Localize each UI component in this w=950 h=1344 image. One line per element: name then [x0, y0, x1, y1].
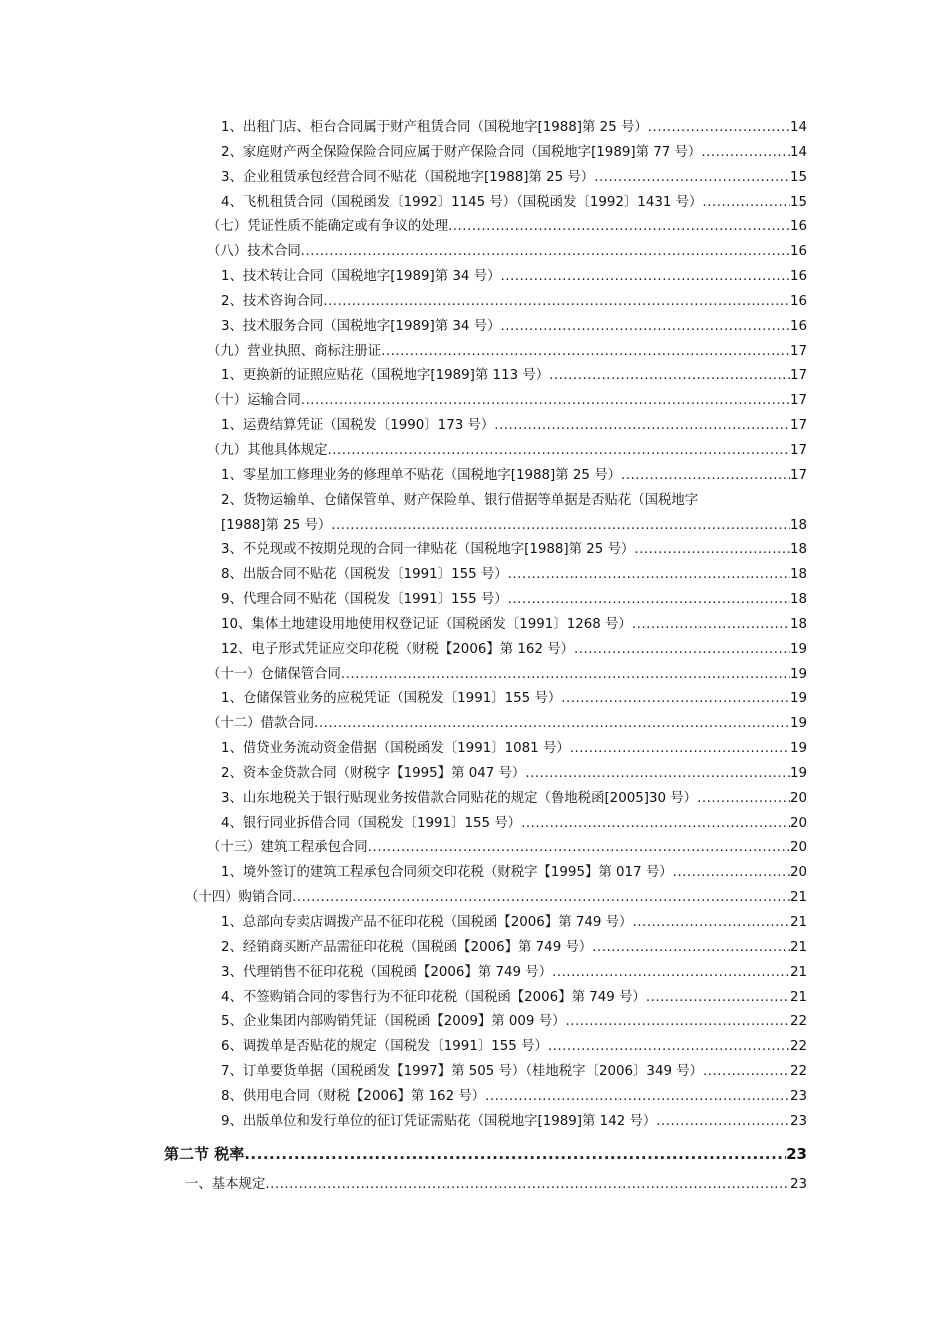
toc-entry-title: 5、企业集团内部购销凭证（国税函【2009】第 009 号）: [221, 1014, 566, 1030]
dot-leader: [331, 514, 790, 539]
toc-entry[interactable]: [0, 961, 950, 986]
toc-page-number: 22: [789, 1014, 807, 1030]
dot-leader: [697, 787, 790, 812]
dot-leader: [552, 961, 790, 986]
dot-leader: [494, 414, 790, 439]
toc-page-number: 23: [789, 1113, 807, 1129]
toc-entry[interactable]: [0, 340, 950, 365]
toc-entry-title: 3、不兑现或不按期兑现的合同一律贴花（国税地字[1988]第 25 号）: [221, 542, 635, 558]
toc-entry-title: （十二）借款合同: [207, 716, 315, 732]
toc-page-number: 17: [789, 343, 807, 359]
dot-leader: [368, 836, 790, 861]
toc-page-number: 21: [789, 989, 807, 1005]
dot-leader: [632, 911, 790, 936]
dot-leader: [594, 166, 790, 191]
toc-entry[interactable]: [0, 911, 950, 936]
dot-leader: [632, 613, 790, 638]
toc-page-number: 18: [789, 567, 807, 583]
toc-page-number: 14: [789, 120, 807, 135]
dot-leader: [292, 886, 790, 911]
toc-entry-title: （九）营业执照、商标注册证: [207, 343, 382, 359]
toc-page-number: 21: [789, 964, 807, 980]
toc-entry[interactable]: [0, 364, 950, 389]
dot-leader: [500, 315, 789, 340]
toc-entry-title: 2、技术咨询合同: [221, 293, 324, 309]
dot-leader: [548, 1035, 790, 1060]
toc-entry[interactable]: [0, 1085, 950, 1110]
toc-page-number: 17: [789, 393, 807, 409]
toc-entry[interactable]: [0, 812, 950, 837]
toc-entry[interactable]: [0, 439, 950, 464]
toc-entry[interactable]: [0, 489, 950, 514]
toc-entry[interactable]: [0, 836, 950, 861]
dot-leader: [656, 1110, 790, 1135]
toc-page-number: 23: [789, 1088, 807, 1104]
toc-entry-title: 3、山东地税关于银行贴现业务按借款合同贴花的规定（鲁地税函[2005]30 号）: [221, 790, 698, 806]
dot-leader: [648, 116, 790, 141]
toc-entry-title: 3、代理销售不征印花税（国税函【2006】第 749 号）: [221, 964, 553, 980]
toc-entry-title: （七）凭证性质不能确定或有争议的处理: [207, 219, 449, 235]
toc-entry-title: 4、银行同业拆借合同（国税发〔1991〕155 号）: [221, 815, 522, 831]
toc-entry-title: 1、更换新的证照应贴花（国税地字[1989]第 113 号）: [221, 368, 550, 384]
dot-leader: [701, 141, 790, 166]
dot-leader: [301, 240, 790, 265]
toc-entry-title: 2、货物运输单、仓储保管单、财产保险单、银行借据等单据是否贴花（国税地字: [221, 492, 699, 508]
toc-page-number: 22: [789, 1039, 807, 1055]
toc-page-number: 19: [789, 716, 807, 732]
toc-entry[interactable]: [0, 638, 950, 663]
toc-page-number: 16: [789, 269, 807, 285]
toc-entry-title: 2、经销商买断产品需征印花税（国税函【2006】第 749 号）: [221, 939, 593, 955]
toc-entry-title: 3、技术服务合同（国税地字[1989]第 34 号）: [221, 318, 501, 334]
dot-leader: [673, 861, 790, 886]
toc-entry-title: 2、资本金贷款合同（财税字【1995】第 047 号）: [221, 765, 526, 781]
toc-entry[interactable]: [0, 538, 950, 563]
toc-entry[interactable]: [0, 986, 950, 1011]
toc-entry-title: 1、境外签订的建筑工程承包合同须交印花税（财税字【1995】第 017 号）: [221, 865, 673, 881]
dot-leader: [574, 638, 790, 663]
toc-entry[interactable]: [0, 886, 950, 911]
toc-entry-title: 1、出租门店、柜台合同属于财产租赁合同（国税地字[1988]第 25 号）: [221, 120, 648, 135]
toc-entry-title: 1、运费结算凭证（国税发〔1990〕173 号）: [221, 418, 495, 434]
toc-entry-title: 12、电子形式凭证应交印花税（财税【2006】第 162 号）: [221, 641, 574, 657]
toc-entry-title: （十）运输合同: [207, 393, 301, 409]
dot-leader: [521, 812, 790, 837]
toc-entry[interactable]: [0, 116, 950, 141]
dot-leader: [561, 687, 790, 712]
toc-entry[interactable]: [0, 687, 950, 712]
dot-leader: [549, 364, 790, 389]
toc-page-number: 17: [789, 418, 807, 434]
toc-page-number: 17: [789, 467, 807, 483]
toc-entry-title: 1、借贷业务流动资金借据（国税函发〔1991〕1081 号）: [221, 741, 570, 757]
toc-entry-title: （十三）建筑工程承包合同: [207, 840, 368, 856]
toc-page-number: 17: [789, 368, 807, 384]
toc-entry[interactable]: [0, 514, 950, 539]
dot-leader: [646, 986, 790, 1011]
toc-entry[interactable]: [0, 663, 950, 688]
toc-page-number: 20: [789, 815, 807, 831]
toc-entry[interactable]: [0, 1060, 950, 1085]
dot-leader: [508, 588, 790, 613]
toc-entry[interactable]: [0, 861, 950, 886]
toc-entry-title: 2、家庭财产两全保险保险合同应属于财产保险合同（国税地字[1989]第 77 号）: [221, 144, 702, 160]
toc-entry[interactable]: [0, 936, 950, 961]
toc-page-number: 15: [789, 169, 807, 185]
toc-page-number: 17: [789, 442, 807, 458]
dot-leader: [500, 265, 789, 290]
dot-leader: [301, 389, 790, 414]
toc-page-number: 16: [789, 219, 807, 235]
toc-entry[interactable]: [0, 414, 950, 439]
toc-entry-title: 8、出版合同不贴花（国税发〔1991〕155 号）: [221, 567, 508, 583]
toc-entry-title: 1、零星加工修理业务的修理单不贴花（国税地字[1988]第 25 号）: [221, 467, 621, 483]
toc-entry-title: （八）技术合同: [207, 244, 301, 260]
toc-page-number: 16: [789, 244, 807, 260]
toc-entry-title: 一、基本规定: [185, 1176, 266, 1192]
toc-page-number: 23: [789, 1176, 807, 1192]
toc-page-number: 20: [789, 790, 807, 806]
toc-entry-title: 9、出版单位和发行单位的征订凭证需贴花（国税地字[1989]第 142 号）: [221, 1113, 657, 1129]
dot-leader: [244, 1139, 786, 1169]
toc-entry[interactable]: [0, 191, 950, 216]
toc-entry[interactable]: [0, 215, 950, 240]
dot-leader: [525, 762, 790, 787]
toc-entry[interactable]: [0, 787, 950, 812]
toc-page-number: 18: [789, 616, 807, 632]
toc-page-number: 19: [789, 741, 807, 757]
toc-entry[interactable]: [0, 563, 950, 588]
dot-leader: [341, 663, 790, 688]
toc-page-number: 14: [789, 144, 807, 160]
toc-entry-title: 3、企业租赁承包经营合同不贴花（国税地字[1988]第 25 号）: [221, 169, 595, 185]
toc-entry-title: 6、调拨单是否贴花的规定（国税发〔1991〕155 号）: [221, 1039, 548, 1055]
toc-page-number: 19: [789, 765, 807, 781]
toc-page-number: 21: [789, 915, 807, 930]
toc-page-number: 19: [789, 641, 807, 657]
toc-page-number: 21: [789, 939, 807, 955]
section-title: 第二节 税率: [164, 1144, 245, 1163]
toc-entry[interactable]: [0, 1110, 950, 1135]
toc-entry[interactable]: [0, 315, 950, 340]
toc-entry[interactable]: [0, 141, 950, 166]
dot-leader: [381, 340, 790, 365]
toc-entry-title: 9、代理合同不贴花（国税发〔1991〕155 号）: [221, 592, 508, 608]
toc-entry-title: 4、不签购销合同的零售行为不征印花税（国税函【2006】第 749 号）: [221, 989, 646, 1005]
toc-page-number: 20: [789, 840, 807, 856]
toc-entry-title: （十四）购销合同: [185, 890, 293, 906]
toc-page-number: 20: [789, 865, 807, 881]
toc-page-number: 19: [789, 691, 807, 707]
toc-entry-title: 1、技术转让合同（国税地字[1989]第 34 号）: [221, 269, 501, 285]
toc-page-number: 18: [789, 517, 807, 533]
dot-leader: [703, 1060, 790, 1085]
toc-entry-title: 1、总部向专卖店调拨产品不征印花税（国税函【2006】第 749 号）: [221, 915, 633, 930]
toc-entry-title: （十一）仓储保管合同: [207, 666, 341, 682]
toc-entry[interactable]: [0, 737, 950, 762]
dot-leader: [621, 464, 790, 489]
dot-leader: [634, 538, 790, 563]
toc-page-number: 21: [789, 890, 807, 906]
toc-entry-title: 7、订单要货单据（国税函发【1997】第 505 号）（桂地税字〔2006〕349 号）: [221, 1064, 704, 1080]
toc-entry[interactable]: [0, 613, 950, 638]
dot-leader: [508, 563, 790, 588]
toc-entry[interactable]: [0, 1173, 950, 1197]
dot-leader: [314, 712, 790, 737]
toc-page-number: 22: [789, 1064, 807, 1080]
toc-entry[interactable]: [0, 588, 950, 613]
toc-section-heading[interactable]: [0, 1139, 950, 1173]
dot-leader: [565, 1010, 789, 1035]
toc-entry[interactable]: [0, 240, 950, 265]
section-page-number: 23: [786, 1144, 807, 1163]
dot-leader: [570, 737, 790, 762]
toc-entry[interactable]: [0, 1010, 950, 1035]
toc-entry-title: 4、飞机租赁合同（国税函发〔1992〕1145 号）（国税函发〔1992〕1431 号）: [221, 194, 703, 210]
toc-entry[interactable]: [0, 166, 950, 191]
toc-entry-title: （九）其他具体规定: [207, 442, 328, 458]
toc-entry[interactable]: [0, 389, 950, 414]
toc-page-number: 15: [789, 194, 807, 210]
toc-page-number: 16: [789, 318, 807, 334]
toc-page-number: 19: [789, 666, 807, 682]
toc-entry-title: [1988]第 25 号）: [221, 517, 332, 533]
toc-entry[interactable]: [0, 712, 950, 737]
table-of-contents: [0, 116, 950, 1197]
toc-page-number: 18: [789, 592, 807, 608]
dot-leader: [265, 1173, 790, 1198]
dot-leader: [323, 290, 790, 315]
toc-page-number: 16: [789, 293, 807, 309]
toc-entry[interactable]: [0, 762, 950, 787]
toc-page-number: 18: [789, 542, 807, 558]
dot-leader: [592, 936, 790, 961]
toc-entry[interactable]: [0, 464, 950, 489]
toc-entry[interactable]: [0, 1035, 950, 1060]
dot-leader: [702, 191, 790, 216]
toc-entry-title: 10、集体土地建设用地使用权登记证（国税函发〔1991〕1268 号）: [221, 616, 632, 632]
dot-leader: [328, 439, 790, 464]
dot-leader: [448, 215, 790, 240]
toc-entry-title: 1、仓储保管业务的应税凭证（国税发〔1991〕155 号）: [221, 691, 562, 707]
toc-entry[interactable]: [0, 290, 950, 315]
toc-entry-title: 8、供用电合同（财税【2006】第 162 号）: [221, 1088, 486, 1104]
dot-leader: [485, 1085, 790, 1110]
toc-entry[interactable]: [0, 265, 950, 290]
